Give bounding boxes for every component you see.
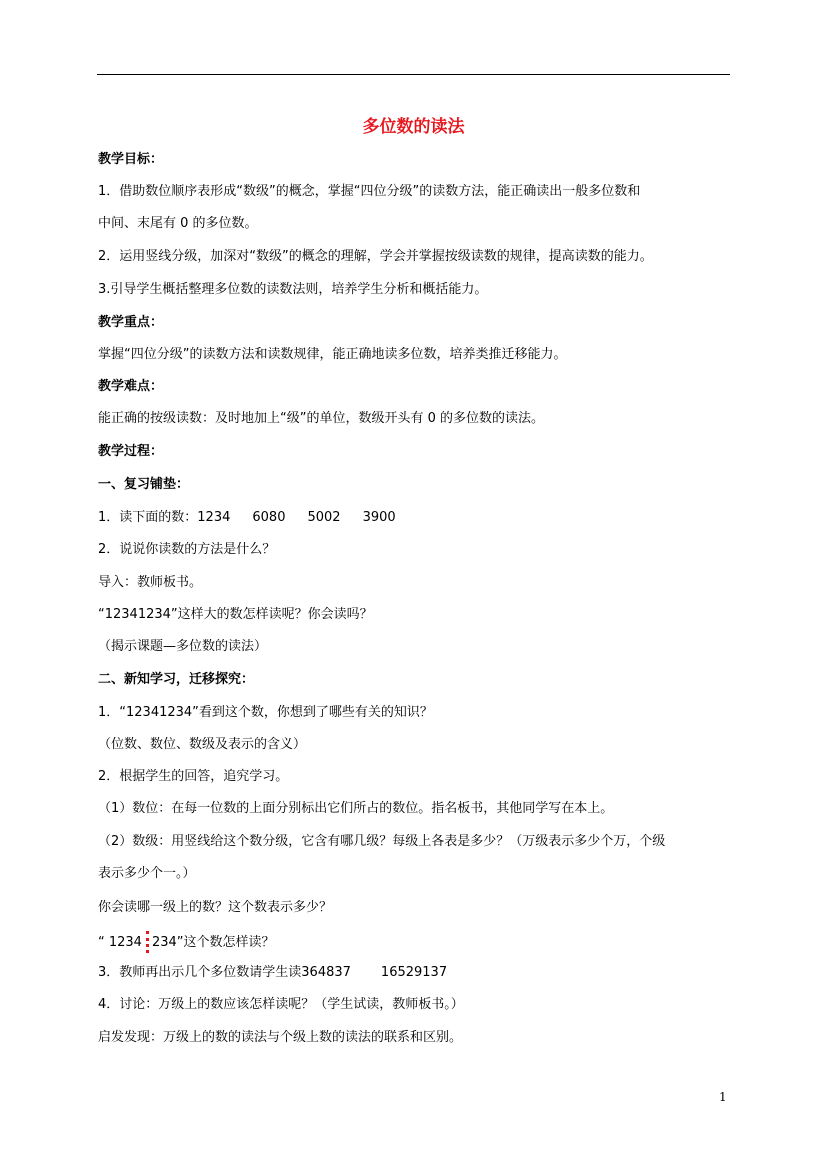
intro: 导入：教师板书。 — [98, 575, 203, 590]
review-number: 6080 — [252, 510, 286, 525]
goal-1-line-2: 中间、末尾有 0 的多位数。 — [98, 216, 258, 231]
question-big-number: “12341234”这样大的数怎样读呢？你会读吗？ — [98, 607, 373, 622]
review-number: 3900 — [362, 510, 396, 525]
page-number: 1 — [719, 1090, 727, 1104]
new-1: 1．“12341234”看到这个数，你想到了哪些有关的知识？ — [98, 705, 433, 720]
review-number: 5002 — [307, 510, 341, 525]
which-level: 你会读哪一级上的数？这个数表示多少？ — [98, 900, 333, 915]
new-4: 4．讨论：万级上的数应该怎样读呢？（学生试读，教师板书。） — [98, 997, 464, 1012]
new-2-1: （1）数位：在每一位数的上面分别标出它们所占的数位。指名板书，其他同学写在本上。 — [98, 801, 614, 816]
review-number: 1234 — [197, 510, 231, 525]
page-title: 多位数的读法 — [362, 117, 465, 137]
split-open: “ 1234 — [98, 935, 142, 950]
section-2-heading: 二、新知学习，迁移探究： — [98, 672, 255, 687]
header-rule — [97, 74, 730, 75]
new-2-2-line-1: （2）数级：用竖线给这个数分级，它含有哪几级？每级上各表是多少？（万级表示多少个万，个级 — [98, 834, 666, 849]
section-1-heading: 一、复习铺垫： — [98, 477, 190, 492]
review-2: 2．说说你读数的方法是什么？ — [98, 542, 276, 557]
goal-1-line-1: 1．借助数位顺序表形成“数级”的概念，掌握“四位分级”的读数方法，能正确读出一般多位数和 — [98, 184, 641, 199]
goals-heading: 教学目标： — [98, 152, 164, 167]
goal-3: 3.引导学生概括整理多位数的读数法则，培养学生分析和概括能力。 — [98, 282, 488, 297]
new-3 — [98, 964, 738, 982]
difficulty-text: 能正确的按级读数：及时地加上“级”的单位，数级开头有 0 的多位数的读法。 — [98, 411, 545, 426]
process-heading: 教学过程： — [98, 444, 164, 459]
new-1-answer: （位数、数位、数级及表示的含义） — [98, 737, 307, 752]
key-text: 掌握“四位分级”的读数方法和读数规律，能正确地读多位数，培养类推迁移能力。 — [98, 347, 567, 362]
review-1 — [98, 509, 738, 527]
new-2-2-line-2: 表示多少个一。） — [98, 866, 196, 881]
example-number: 364837 — [301, 965, 351, 980]
goal-2: 2．运用竖线分级，加深对“数级”的概念的理解，学会并掌握按级读数的规律，提高读数的能力。 — [98, 249, 653, 264]
example-number: 16529137 — [380, 965, 448, 980]
difficulty-heading: 教学难点： — [98, 379, 164, 394]
discover: 启发发现：万级上的数的读法与个级上数的读法的联系和区别。 — [98, 1030, 463, 1045]
review-1-prefix: 1．读下面的数： — [98, 510, 198, 525]
new-3-prefix: 3．教师再出示几个多位数请学生读 — [98, 965, 302, 980]
level-divider — [144, 931, 150, 951]
new-2: 2．根据学生的回答，追究学习。 — [98, 769, 289, 784]
split-close: 234”这个数怎样读？ — [151, 935, 275, 950]
reveal-topic: （揭示课题—多位数的读法） — [98, 639, 268, 654]
key-heading: 教学重点： — [98, 315, 164, 330]
split-number — [98, 931, 738, 952]
